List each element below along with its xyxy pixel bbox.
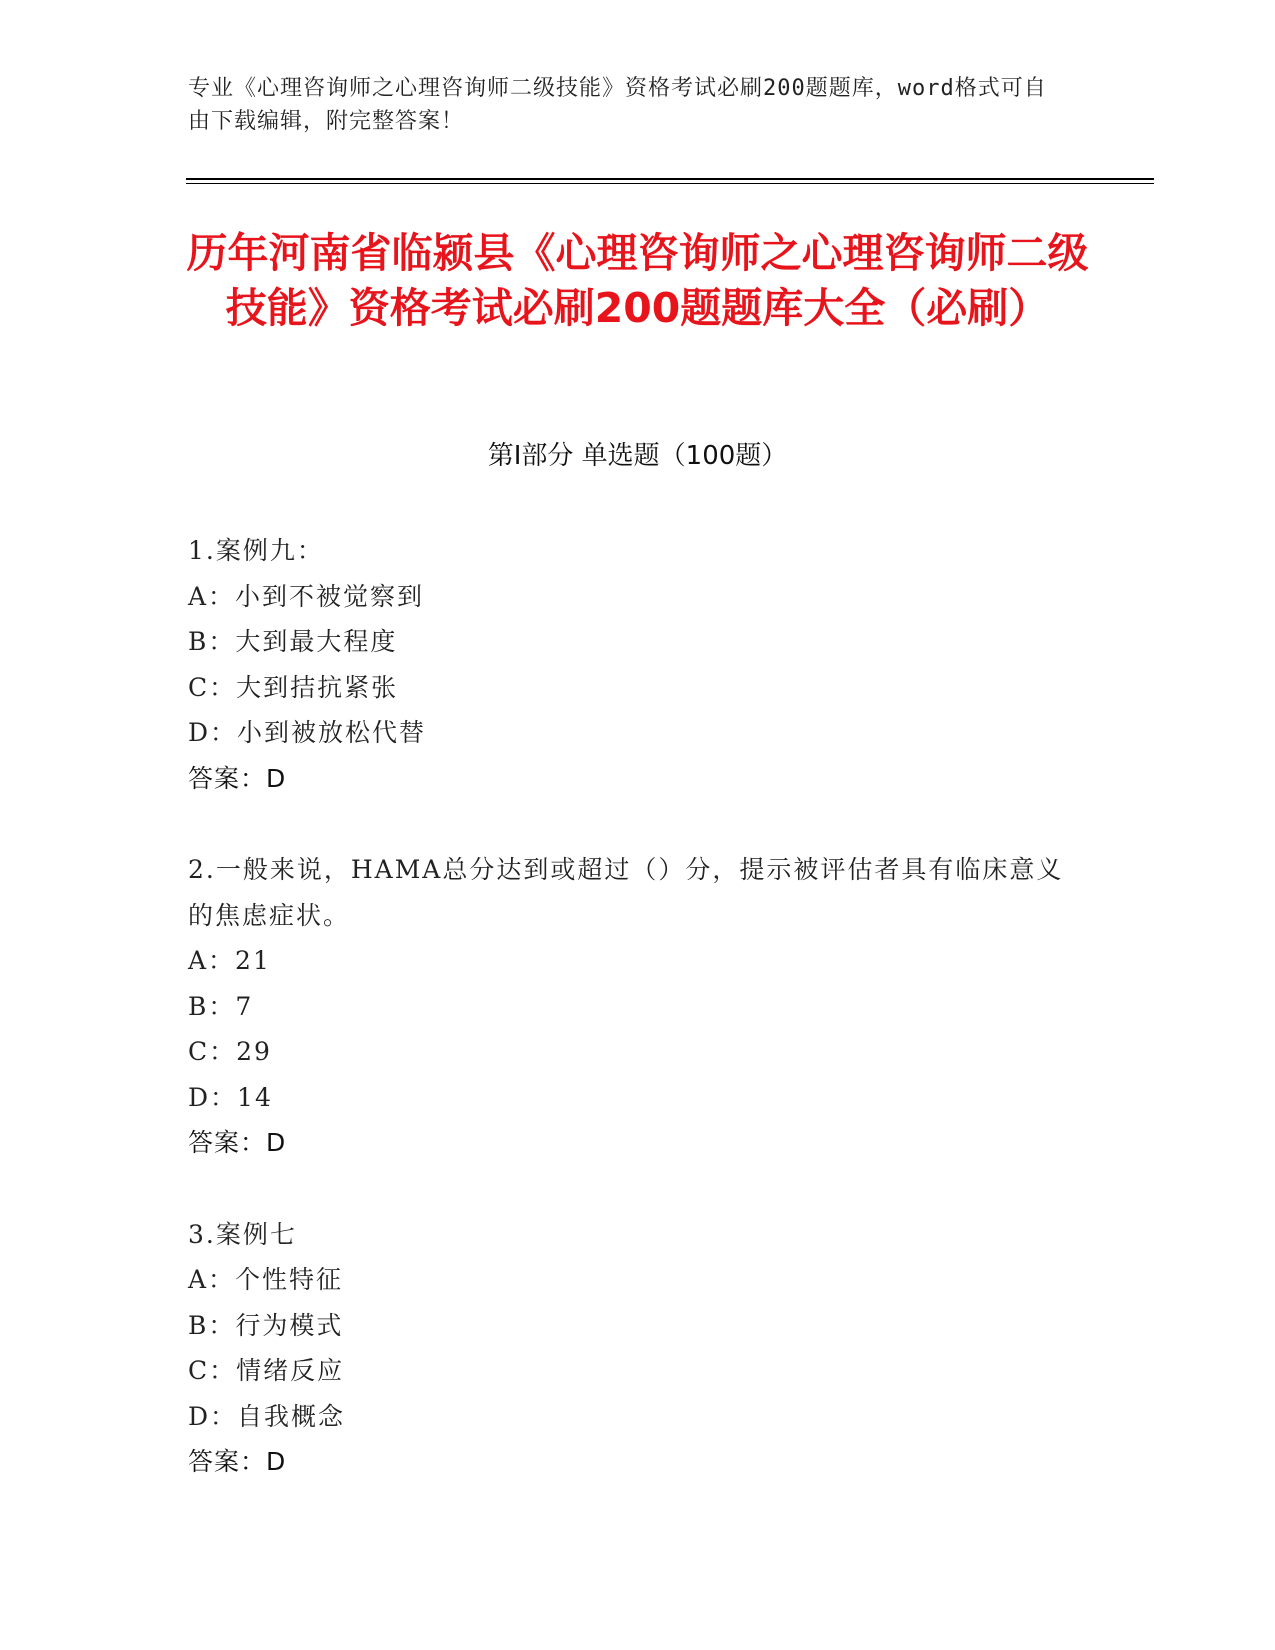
question-stem: 3.案例七 (188, 1219, 297, 1249)
option-d: D：14 (188, 1082, 273, 1112)
document-title: 历年河南省临颍县《心理咨询师之心理咨询师二级技能》资格考试必刷200题题库大全（必刷） (186, 229, 1089, 332)
answer-label: 答案： (188, 1447, 267, 1476)
option-c: C：情绪反应 (188, 1356, 345, 1385)
answer-value: D (266, 1447, 286, 1476)
question-list (188, 528, 1068, 1531)
question-stem: 2.一般来说，HAMA总分达到或超过（）分，提示被评估者具有临床意义的焦虑症状。 (188, 855, 1064, 930)
answer-value: D (266, 763, 286, 793)
question-3 (188, 1212, 1068, 1485)
section-title: 第Ⅰ部分 单选题（100题） (487, 441, 788, 471)
header-note: 专业《心理咨询师之心理咨询师二级技能》资格考试必刷200题题库，word格式可自由下载编辑，附完整答案！ (188, 76, 1047, 134)
question-stem: 1.案例九： (188, 536, 324, 565)
option-d: D：自我概念 (188, 1401, 346, 1431)
option-a: A：个性特征 (188, 1265, 344, 1294)
header-rule-thin (186, 183, 1154, 184)
answer-line (188, 1439, 1068, 1485)
answer-label: 答案： (188, 1128, 267, 1157)
option-b: B：大到最大程度 (188, 627, 398, 656)
header-rule-thick (186, 178, 1154, 180)
option-a: A：小到不被觉察到 (188, 581, 425, 611)
option-b: B：行为模式 (188, 1310, 344, 1340)
answer-line (188, 1120, 1068, 1166)
option-c: C：29 (188, 1037, 272, 1066)
question-1 (188, 528, 1068, 801)
option-c: C：大到拮抗紧张 (188, 672, 399, 702)
answer-value: D (266, 1128, 286, 1157)
option-d: D：小到被放松代替 (188, 718, 427, 747)
answer-label: 答案： (188, 763, 267, 793)
option-a: A：21 (188, 946, 271, 975)
answer-line (188, 756, 1068, 802)
option-b: B：7 (188, 991, 254, 1021)
question-2 (188, 847, 1068, 1166)
